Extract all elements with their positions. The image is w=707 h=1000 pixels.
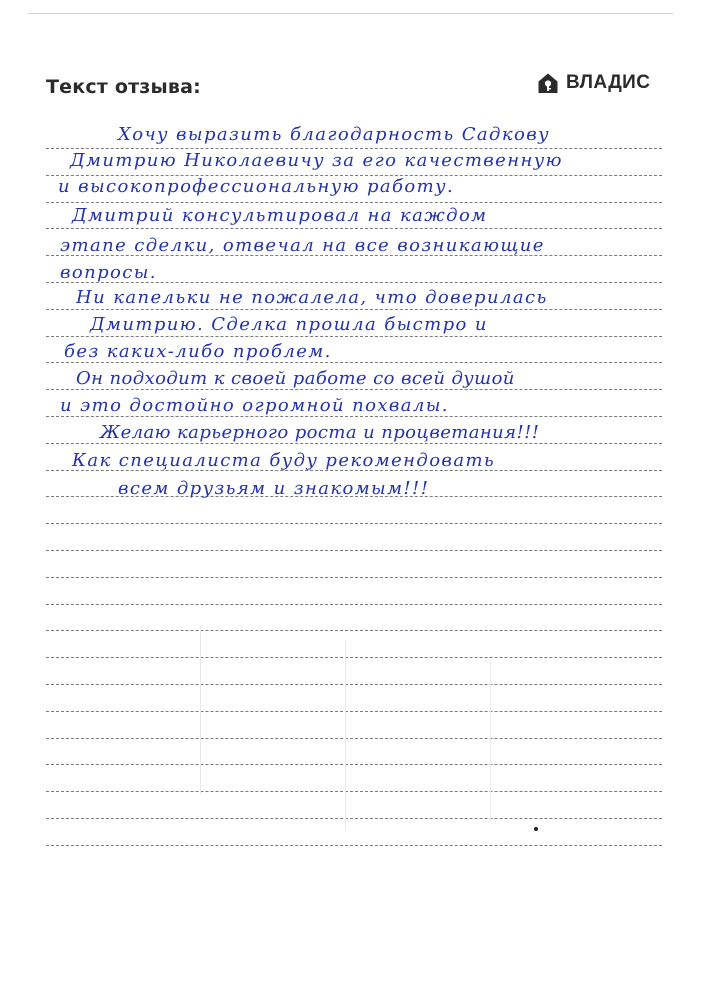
ruled-line bbox=[46, 630, 662, 631]
review-line: всем друзьям и знакомым!!! bbox=[118, 478, 430, 499]
review-line: Дмитрию. Сделка прошла быстро и bbox=[90, 314, 488, 335]
ruled-line bbox=[46, 309, 662, 310]
ruled-line bbox=[46, 818, 662, 819]
review-line: Желаю карьерного роста и процветания!!! bbox=[100, 422, 540, 443]
ruled-line bbox=[46, 791, 662, 792]
review-line: и высокопрофессиональную работу. bbox=[58, 176, 455, 197]
ruled-line bbox=[46, 550, 662, 551]
form-title: Текст отзыва: bbox=[46, 76, 201, 98]
ruled-line bbox=[46, 684, 662, 685]
brand-name: ВЛАДИС bbox=[566, 72, 651, 93]
show-through-mark bbox=[200, 625, 201, 795]
review-line: Как специалиста буду рекомендовать bbox=[72, 450, 496, 471]
ruled-line bbox=[46, 228, 662, 229]
ink-dot bbox=[534, 827, 538, 831]
review-line: вопросы. bbox=[60, 262, 157, 283]
ruled-line bbox=[46, 148, 662, 149]
ruled-line bbox=[46, 604, 662, 605]
ruled-line bbox=[46, 657, 662, 658]
ruled-line bbox=[46, 711, 662, 712]
ruled-line bbox=[46, 416, 662, 417]
ruled-line bbox=[46, 336, 662, 337]
review-line: и это достойно огромной похвалы. bbox=[60, 395, 449, 416]
ruled-line bbox=[46, 845, 662, 846]
ruled-line bbox=[46, 577, 662, 578]
review-line: Дмитрий консультировал на каждом bbox=[72, 205, 488, 226]
ruled-line bbox=[46, 202, 662, 203]
ruled-line bbox=[46, 389, 662, 390]
review-line: без каких-либо проблем. bbox=[64, 341, 332, 362]
ruled-line bbox=[46, 764, 662, 765]
show-through-mark bbox=[490, 660, 491, 820]
ruled-line bbox=[46, 362, 662, 363]
review-line: Ни капельки не пожалела, что доверилась bbox=[76, 287, 548, 308]
ruled-line bbox=[46, 738, 662, 739]
review-line: Он подходит к своей работе со всей душой bbox=[76, 368, 515, 389]
review-line: этапе сделки, отвечал на все возникающие bbox=[60, 235, 545, 256]
show-through-mark bbox=[345, 640, 346, 830]
ruled-line bbox=[46, 443, 662, 444]
ruled-line bbox=[46, 523, 662, 524]
review-line: Хочу выразить благодарность Садкову bbox=[118, 124, 550, 145]
review-line: Дмитрию Николаевичу за его качественную bbox=[70, 150, 563, 171]
